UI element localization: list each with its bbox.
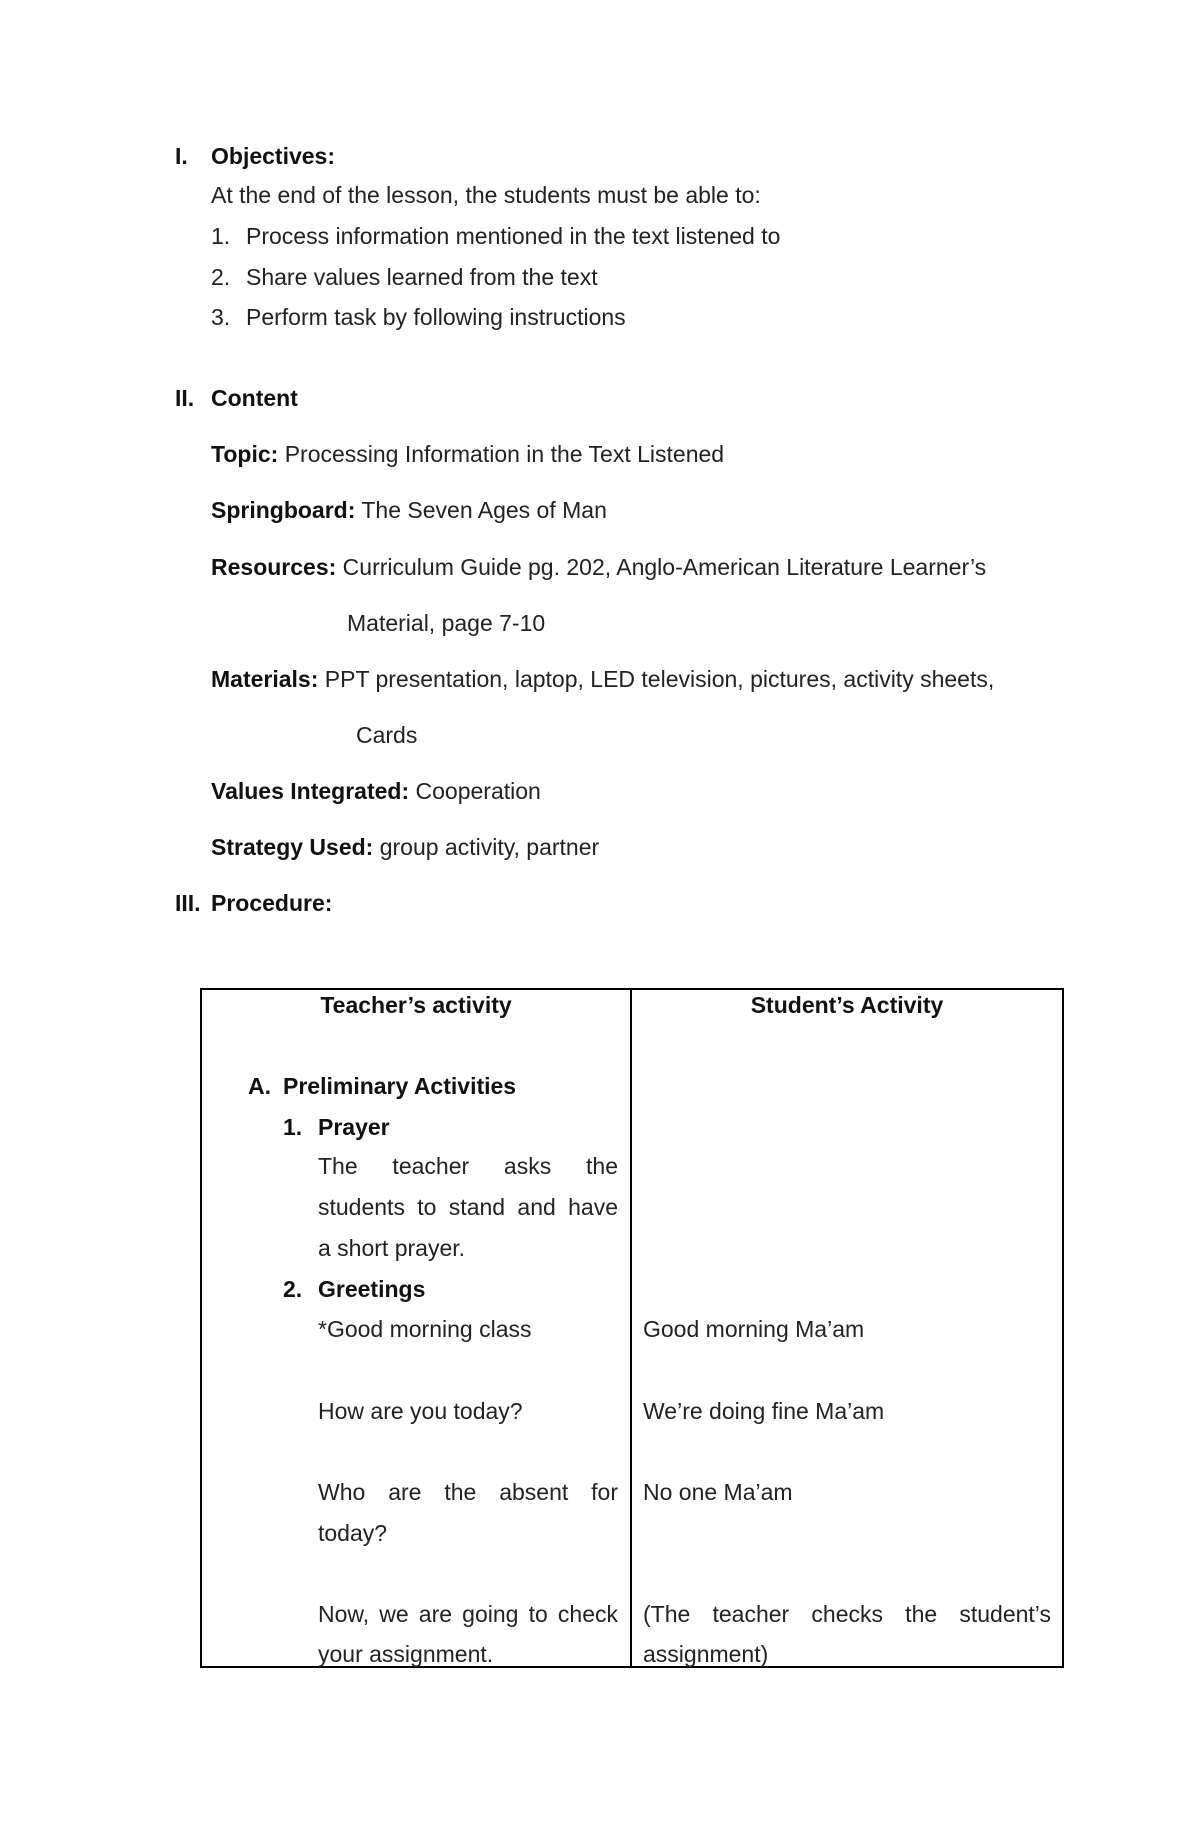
student-checks-note-cont: assignment) (643, 1641, 769, 1667)
materials-value-continued: Cards (356, 722, 418, 748)
values-value: Cooperation (415, 778, 541, 804)
procedure-numeral: III. (175, 890, 201, 916)
materials-value: PPT presentation, laptop, LED television, pictures, activity sheets, (324, 666, 995, 692)
springboard-label: Springboard: (211, 497, 356, 523)
objective-item: Perform task by following instructions (246, 304, 626, 330)
values-line (211, 778, 541, 804)
prayer-line: students to stand and have (318, 1194, 618, 1220)
prayer-number: 1. (283, 1114, 303, 1140)
materials-line (211, 666, 994, 692)
student-no-one: No one Ma’am (643, 1479, 793, 1505)
greetings-number: 2. (283, 1276, 303, 1302)
teacher-how-are-you: How are you today? (318, 1398, 523, 1424)
prayer-line: The teacher asks the (318, 1153, 618, 1179)
prayer-line: a short prayer. (318, 1235, 466, 1261)
topic-line (211, 441, 724, 467)
student-doing-fine: We’re doing fine Ma’am (643, 1398, 885, 1424)
teacher-check-assignment: Now, we are going to check (318, 1601, 618, 1627)
resources-value-continued: Material, page 7-10 (347, 610, 546, 636)
student-activity-header: Student’s Activity (750, 992, 944, 1018)
objective-item: Share values learned from the text (246, 264, 598, 290)
objective-number: 2. (211, 264, 231, 290)
teacher-greeting: *Good morning class (318, 1316, 532, 1342)
materials-label: Materials: (211, 666, 319, 692)
teacher-absent-question-cont: today? (318, 1520, 388, 1546)
topic-value: Processing Information in the Text Listened (284, 441, 725, 467)
topic-label: Topic: (211, 441, 279, 467)
objectives-numeral: I. (175, 143, 188, 169)
student-greeting: Good morning Ma’am (643, 1316, 865, 1342)
springboard-value: The Seven Ages of Man (361, 497, 607, 523)
objectives-intro: At the end of the lesson, the students must be able to: (211, 182, 761, 208)
objectives-heading: Objectives: (211, 143, 335, 169)
resources-value: Curriculum Guide pg. 202, Anglo-American Literature Learner’s (342, 554, 987, 580)
procedure-table (200, 988, 1064, 1668)
springboard-line (211, 497, 607, 523)
procedure-heading: Procedure: (211, 890, 333, 916)
greetings-title: Greetings (318, 1276, 426, 1302)
strategy-line (211, 834, 599, 860)
values-label: Values Integrated: (211, 778, 410, 804)
objective-item: Process information mentioned in the text listened to (246, 223, 781, 249)
section-letter: A. (248, 1073, 271, 1099)
content-heading: Content (211, 385, 298, 411)
column-divider (630, 990, 632, 1666)
objective-number: 1. (211, 223, 231, 249)
strategy-label: Strategy Used: (211, 834, 374, 860)
student-checks-note: (The teacher checks the student’s (643, 1601, 1051, 1627)
teacher-check-assignment-cont: your assignment. (318, 1641, 494, 1667)
content-numeral: II. (175, 385, 195, 411)
section-title: Preliminary Activities (283, 1073, 517, 1099)
objective-number: 3. (211, 304, 231, 330)
teacher-absent-question: Who are the absent for (318, 1479, 618, 1505)
resources-label: Resources: (211, 554, 337, 580)
prayer-title: Prayer (318, 1114, 390, 1140)
resources-line (211, 554, 986, 580)
strategy-value: group activity, partner (379, 834, 600, 860)
teacher-activity-header: Teacher’s activity (320, 992, 512, 1018)
